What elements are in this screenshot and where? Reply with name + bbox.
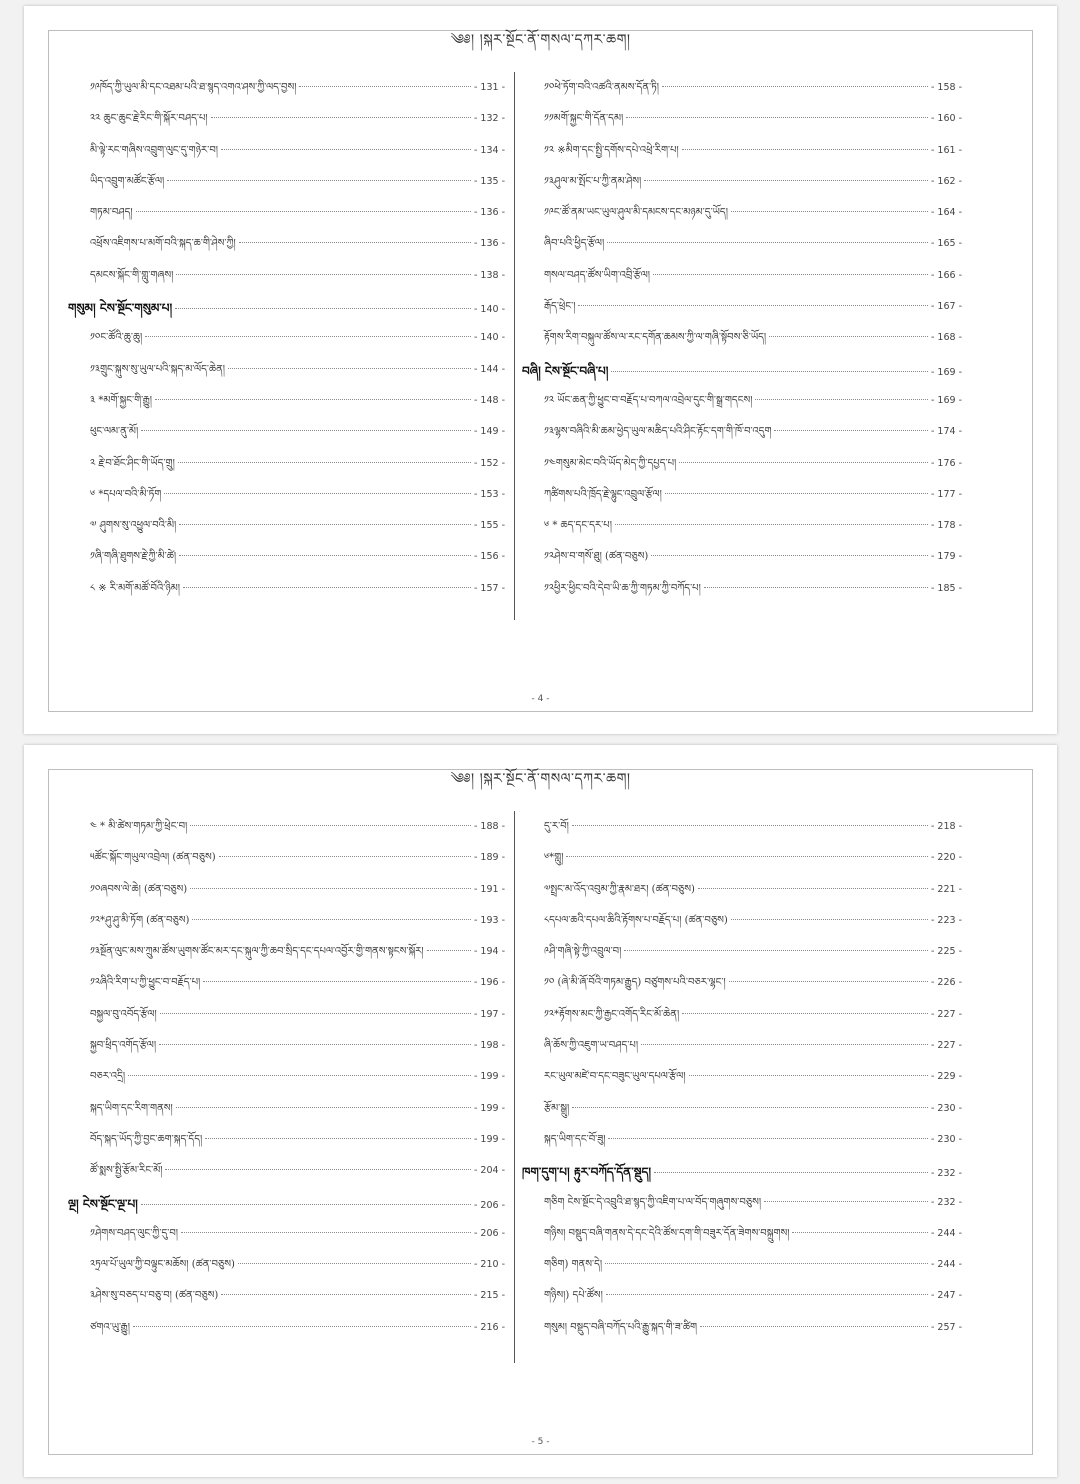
dot-leader	[128, 1075, 471, 1076]
toc-chapter-heading	[522, 1159, 962, 1190]
toc-page-number: - 244 -	[930, 1227, 962, 1239]
toc-entry-title: ཕུང་ལམ་ནུ་མོ།	[90, 426, 139, 438]
document-page	[24, 6, 1057, 734]
toc-entry	[68, 170, 505, 201]
toc-entry-title: ༡༩ང་ཚོ་ནམ་ཡང་ཡུལ་ཤུལ་མི་དམངས་དང་མཉམ་དུ་ཡོད།	[544, 207, 728, 219]
dot-leader	[190, 888, 471, 889]
toc-entry-title: ལྔ། ངེས་སྔོང་ལྔ་པ།	[68, 1196, 138, 1211]
toc-page-number: - 132 -	[473, 113, 505, 125]
toc-page-number: - 152 -	[473, 457, 505, 469]
toc-entry-title: སྐྱབ་ཕྲིད་འགོད་རྩོལ།	[90, 1040, 157, 1052]
dot-leader	[179, 555, 471, 556]
toc-entry-title: ༡༡མགོ་སྐྱང་གི་དོན་དམ།	[544, 113, 624, 125]
dot-leader	[164, 493, 471, 494]
toc-page-number: - 169 -	[930, 394, 962, 406]
dot-leader	[141, 1204, 471, 1205]
toc-page-number: - 257 -	[930, 1321, 962, 1333]
toc-entry-title: བཞི། ངེས་སྔོང་བཞི་པ།	[522, 363, 609, 378]
dot-leader	[641, 1044, 928, 1045]
toc-page-number: - 169 -	[930, 366, 962, 378]
toc-entry-title: ༡༠ཕེ་ཏོག་བའི་འཚའི་ནམས་དོན་ཏི།	[544, 82, 659, 93]
dot-leader	[682, 149, 928, 150]
dot-leader	[653, 274, 928, 275]
toc-entry	[522, 483, 962, 514]
toc-entry	[68, 483, 505, 514]
toc-entry-title: ༡ཤེགས་བཤད་ལུང་ཀྱི་དུ་བ།	[90, 1227, 178, 1239]
toc-entry	[68, 878, 505, 909]
toc-entry-title: འཕྲོས་འཇིགས་པ་མགོ་བའི་སྐད་ཆ་གི་ཤེས་ཀྱི།	[90, 238, 236, 250]
toc-page-number: - 227 -	[930, 1040, 962, 1052]
toc-entry-title: ༡༢*རྟོགས་མང་ཀྱི་རྒྱང་འགོད་རིང་མོ་ཆེན།	[544, 1008, 680, 1020]
toc-page-number: - 140 -	[473, 304, 505, 316]
dot-leader	[159, 1044, 471, 1045]
toc-entry-title: ཀཚིགས་པའི་ཁྲོད་རྗེ་ལྷུང་འབྲུལ་རྩོལ།	[544, 488, 662, 500]
toc-entry-title: རྩོམ་སྒྲུ།	[544, 1102, 570, 1114]
toc-entry-title: ༢ཏྲལ་པོ་ཡུལ་ཀྱི་བལྟུང་མཆོས། (ཚན་བཅུས)	[90, 1259, 235, 1271]
toc-entry-title: ༦ * ཆད་དང་དར་པ།	[544, 520, 612, 532]
toc-page-number: - 136 -	[473, 207, 505, 219]
dot-leader	[211, 117, 471, 118]
dot-leader	[662, 86, 928, 87]
dot-leader	[651, 555, 928, 556]
toc-entry-title: གསུམ། བསྡུད་བཞི་བཀོད་པའི་རྒྱུ་སྐད་གི་ཟ་ཚིག	[544, 1321, 697, 1333]
toc-page-number: - 230 -	[930, 1102, 962, 1114]
toc-entry-title: ༡༢*ཤུ་ཤུ་མི་ཏོག (ཚན་བཅུས)	[90, 914, 190, 926]
toc-page-number: - 131 -	[473, 82, 505, 93]
toc-entry	[522, 76, 962, 107]
toc-left-column	[68, 815, 505, 1347]
toc-entry-title: ༡༢ ※མིག་དང་སྤྱི་དགོས་དཔེ་འཕྲེ་རིག་པ།	[544, 144, 679, 156]
dot-leader	[176, 274, 471, 275]
dot-leader	[729, 981, 928, 982]
toc-page-number: - 229 -	[930, 1071, 962, 1083]
toc-entry	[68, 358, 505, 389]
toc-entry	[522, 1284, 962, 1315]
dot-leader	[566, 856, 928, 857]
toc-entry-title: ༡༢ ཡོང་ཆན་ཀྱི་ཕྱུང་བ་བརྗོད་པ་བཀལ་འབྲེལ་དུང་གི་སྒྲ་གདངས།	[544, 394, 753, 406]
dot-leader	[219, 856, 471, 857]
toc-entry	[68, 1222, 505, 1253]
toc-entry	[522, 1222, 962, 1253]
toc-entry	[68, 514, 505, 545]
toc-entry	[522, 514, 962, 545]
dot-leader	[239, 242, 471, 243]
page-title: ༄༅། །སྐར་སྔོང་ནོ་གསལ་དཀར་ཆག།	[450, 32, 631, 48]
toc-page-number: - 247 -	[930, 1290, 962, 1302]
toc-entry-title: གསུམ། ངེས་སྔོང་གསུམ་པ།	[68, 301, 173, 316]
toc-page-number: - 226 -	[930, 977, 962, 989]
toc-entry-title: གཏམ་བཤད།	[90, 207, 133, 219]
toc-page-number: - 216 -	[473, 1321, 505, 1333]
toc-page-number: - 218 -	[930, 821, 962, 832]
toc-page-number: - 165 -	[930, 238, 962, 250]
toc-page-number: - 164 -	[930, 207, 962, 219]
dot-leader	[792, 1232, 927, 1233]
toc-entry-title: ༣ཤེས་སུ་བཅད་པ་བཅུ་བ། (ཚན་བཅུས)	[90, 1290, 219, 1302]
toc-entry	[68, 1159, 505, 1190]
toc-entry-title: ༩ཤི་གཞི་སྟེ་ཀྱི་འབྲུལ་བ།	[544, 946, 622, 958]
toc-entry-title: གཅིག) གནས་དེ།	[544, 1259, 603, 1271]
toc-entry-title: ༨དཔལ་ཆའི་དཔལ་ཆིའི་རྟོགས་པ་བརྗོད་པ། (ཚན་བཅུས)	[544, 914, 728, 926]
toc-entry-title: ༡༢ཞིའི་རིག་པ་ཀྱི་ཕྱུང་བ་བརྗོད་པ།	[90, 977, 201, 989]
toc-entry	[522, 577, 962, 608]
toc-page-number: - 206 -	[473, 1199, 505, 1211]
toc-entry	[522, 1253, 962, 1284]
toc-entry	[522, 170, 962, 201]
toc-entry-title: ཞིབ་པའི་ཕྱིད་རྩོལ།	[544, 238, 605, 250]
toc-entry-title: ༡༣ཤུལ་མ་སྤོང་པ་ཀྱི་ནམ་ཤེས།	[544, 175, 642, 187]
toc-page-number: - 140 -	[473, 332, 505, 344]
dot-leader	[221, 1294, 471, 1295]
toc-entry	[68, 1003, 505, 1034]
toc-page-number: - 204 -	[473, 1165, 505, 1177]
dot-leader	[136, 211, 471, 212]
toc-entry-title: ཚོ་སྨས་སྤྱི་རྩོམ་རིང་མོ།	[90, 1165, 163, 1177]
toc-entry	[68, 452, 505, 483]
toc-entry	[68, 1034, 505, 1065]
toc-entry-title: ༡༢ཤེས་བ་གསོ་ཐུ། (ཚན་བཅུས)	[544, 551, 649, 563]
toc-entry-title: དུ་ར་བོ།	[544, 821, 569, 832]
dot-leader	[755, 399, 928, 400]
toc-entry-title: ༡༩ཁོད་ཀྱི་ཡུལ་མི་དང་འཐམ་པའི་ཐ་སྙད་འགའ་ཤས་ཀྱི་ལད་བྱས།	[90, 82, 297, 93]
toc-entry	[68, 815, 505, 846]
dot-leader	[764, 1201, 928, 1202]
toc-entry	[68, 577, 505, 608]
toc-page-number: - 138 -	[473, 269, 505, 281]
toc-page-number: - 153 -	[473, 488, 505, 500]
dot-leader	[176, 1107, 471, 1108]
toc-entry	[68, 971, 505, 1002]
toc-entry-title: ༡༤གསུམ་མེང་བའི་ཡོད་མེད་ཀྱི་དཔྱད་པ།	[544, 457, 677, 469]
toc-entry-title: ༡༠ (ཞེ་མི་ཞོ་བོའི་གཏམ་རྒྱུད) བཙུགས་པའི་བཅར་ལྷང་།	[544, 977, 726, 989]
toc-entry	[522, 1191, 962, 1222]
toc-entry	[522, 295, 962, 326]
column-divider	[514, 811, 515, 1363]
toc-entry-title: ༢༢ ཆུང་ཆུང་རྗེ་རིང་གི་སྐོར་བཤད་པ།	[90, 113, 208, 125]
toc-entry	[522, 139, 962, 170]
toc-page-number: - 157 -	[473, 582, 505, 594]
dot-leader	[203, 981, 471, 982]
dot-leader	[427, 950, 471, 951]
toc-entry-title: སྐད་ཡིག་དང་རིག་གནས།	[90, 1102, 173, 1114]
dot-leader	[644, 180, 928, 181]
toc-entry	[68, 1097, 505, 1128]
toc-entry	[522, 971, 962, 1002]
toc-entry	[68, 232, 505, 263]
toc-page-number: - 197 -	[473, 1008, 505, 1020]
toc-entry	[522, 389, 962, 420]
toc-entry-title: རང་ཡུལ་མཛེ་བ་དང་བཟུང་ཡུལ་དཔལ་རྩོལ།	[544, 1071, 686, 1083]
dot-leader	[181, 1232, 471, 1233]
toc-entry	[68, 1065, 505, 1096]
toc-entry-title: ཙགའ་ཡུ་རྒྱུ།	[90, 1321, 130, 1333]
toc-page-number: - 188 -	[473, 821, 505, 832]
toc-entry-title: ༧སྤྲང་མ་འོད་འབུམ་ཀྱི་རྣམ་ཐར། (ཚན་བཅུས)	[544, 883, 695, 895]
dot-leader	[192, 919, 471, 920]
dot-leader	[228, 368, 471, 369]
toc-page-number: - 155 -	[473, 520, 505, 532]
toc-page-number: - 232 -	[930, 1168, 962, 1180]
dot-leader	[167, 180, 471, 181]
toc-page-number: - 244 -	[930, 1259, 962, 1271]
dot-leader	[731, 919, 928, 920]
toc-entry	[522, 846, 962, 877]
toc-page-number: - 135 -	[473, 175, 505, 187]
dot-leader	[155, 399, 471, 400]
toc-page-number: - 220 -	[930, 852, 962, 864]
toc-entry-title: བཅར་འདྲི།	[90, 1071, 126, 1083]
toc-entry-title: དམངས་སྐོང་གི་གླུ་གཞས།	[90, 269, 174, 281]
dot-leader	[238, 1263, 471, 1264]
toc-entry-title: ཞི་ཆོས་ཀྱི་འཇུག་ཡ་བཤད་པ།	[544, 1040, 639, 1052]
dot-leader	[175, 308, 471, 309]
toc-entry	[68, 326, 505, 357]
toc-page-number: - 221 -	[930, 883, 962, 895]
toc-entry-title: ༡༣ལྷས་བཞིའི་མི་ཆམ་ཕྱེད་ཡུལ་མཆིད་པའི་ཤིང་རྟོང་དག་གི་ཁོ་བ་འདུག	[544, 426, 772, 438]
toc-page-number: - 148 -	[473, 394, 505, 406]
toc-page-number: - 189 -	[473, 852, 505, 864]
dot-leader	[133, 1326, 471, 1327]
toc-entry	[522, 878, 962, 909]
toc-page-number: - 210 -	[473, 1259, 505, 1271]
dot-leader	[665, 493, 928, 494]
toc-entry	[68, 545, 505, 576]
toc-entry	[68, 264, 505, 295]
toc-entry	[522, 201, 962, 232]
toc-entry-title: ༥ཚོང་སྐོང་གཡུལ་འབྲེལ། (ཚན་བཅུས)	[90, 852, 216, 864]
toc-entry-title: རྒོད་ཕྲེང་།	[544, 301, 576, 313]
dot-leader	[183, 587, 471, 588]
toc-entry-title: གཅིག ངེས་སྔོང་དེ་འབྲུའི་ཐ་སྙད་ཀྱི་འཇིག་པ་ལ་བོད་གཞུགས་བཅུས།	[544, 1196, 762, 1208]
dot-leader	[769, 336, 928, 337]
toc-page-number: - 230 -	[930, 1133, 962, 1145]
toc-entry	[522, 940, 962, 971]
toc-entry-title: གསལ་བཤད་ཚོས་ཡིག་འབྲི་རྩོལ།	[544, 269, 651, 281]
toc-entry	[68, 420, 505, 451]
toc-entry-title: ༧ ཤུགས་སུ་འཕྱུལ་བའི་མི།	[90, 520, 177, 532]
toc-page-number: - 167 -	[930, 301, 962, 313]
toc-entry	[68, 909, 505, 940]
toc-entry	[68, 139, 505, 170]
toc-page-number: - 178 -	[930, 520, 962, 532]
dot-leader	[679, 462, 928, 463]
toc-chapter-heading	[68, 1191, 505, 1222]
dot-leader	[704, 587, 928, 588]
toc-entry-title: ༡༠ཞབས་ལེ་ཆེ། (ཚན་བཅུས)	[90, 883, 188, 895]
dot-leader	[700, 1326, 928, 1327]
toc-entry-title: གཉིས།) དཔེ་ཚོས།	[544, 1290, 603, 1302]
toc-entry-title: བསྐྱལ་བུ་འབོད་རྩོལ།	[90, 1008, 157, 1020]
toc-page-number: - 162 -	[930, 175, 962, 187]
dot-leader	[624, 950, 928, 951]
page-number: - 5 -	[531, 1437, 550, 1447]
toc-entry	[68, 76, 505, 107]
toc-page-number: - 136 -	[473, 238, 505, 250]
dot-leader	[615, 524, 928, 525]
toc-entry	[68, 1316, 505, 1347]
toc-entry	[68, 940, 505, 971]
dot-leader	[731, 211, 928, 212]
dot-leader	[145, 336, 471, 337]
toc-entry-title: ཡིད་འབྲུག་མཚོང་རྩོལ།	[90, 175, 165, 187]
toc-chapter-heading	[68, 295, 505, 326]
dot-leader	[178, 462, 471, 463]
toc-entry-title: བོད་སྐད་ཡོད་ཀྱི་བྱང་ཆག་སྐད་དོད།	[90, 1133, 203, 1145]
toc-page-number: - 223 -	[930, 914, 962, 926]
toc-entry	[522, 264, 962, 295]
dot-leader	[774, 430, 927, 431]
toc-page-number: - 168 -	[930, 332, 962, 344]
toc-page-number: - 199 -	[473, 1133, 505, 1145]
toc-page-number: - 185 -	[930, 582, 962, 594]
toc-page-number: - 149 -	[473, 426, 505, 438]
dot-leader	[572, 1107, 928, 1108]
dot-leader	[689, 1075, 928, 1076]
page-number: - 4 -	[531, 694, 550, 704]
dot-leader	[605, 1263, 928, 1264]
dot-leader	[606, 1294, 928, 1295]
toc-entry-title: མི་ལྟེ་རང་གཞིས་འབྲུག་ལུང་དུ་གཉེར་བ།	[90, 144, 218, 156]
dot-leader	[654, 1172, 928, 1173]
toc-page-number: - 144 -	[473, 363, 505, 375]
dot-leader	[572, 825, 928, 826]
toc-entry-title: ༡ཞི་གཞི་ཐུགས་རྗེ་ཀྱི་མི་ཚེ།	[90, 551, 177, 563]
column-divider	[514, 72, 515, 620]
toc-page-number: - 196 -	[473, 977, 505, 989]
dot-leader	[698, 888, 928, 889]
toc-page-number: - 177 -	[930, 488, 962, 500]
dot-leader	[190, 825, 471, 826]
toc-page-number: - 158 -	[930, 82, 962, 93]
dot-leader	[608, 1138, 928, 1139]
toc-page-number: - 174 -	[930, 426, 962, 438]
toc-entry	[522, 909, 962, 940]
toc-right-column	[522, 815, 962, 1347]
toc-page-number: - 225 -	[930, 946, 962, 958]
toc-page-number: - 134 -	[473, 144, 505, 156]
toc-entry	[522, 326, 962, 357]
toc-page-number: - 191 -	[473, 883, 505, 895]
toc-entry	[522, 1065, 962, 1096]
toc-chapter-heading	[522, 358, 962, 389]
toc-entry-title: ༦*གླུ།	[544, 852, 564, 864]
toc-page-number: - 176 -	[930, 457, 962, 469]
dot-leader	[682, 1013, 928, 1014]
toc-entry-title: ༨ ※ རི་མགོ་མཚོ་བོའི་ཉིམ།	[90, 582, 180, 594]
toc-page-number: - 179 -	[930, 551, 962, 563]
toc-entry	[68, 1284, 505, 1315]
toc-page-number: - 161 -	[930, 144, 962, 156]
toc-page-number: - 199 -	[473, 1102, 505, 1114]
toc-entry	[522, 452, 962, 483]
toc-entry-title: ༡༢ཕྱིར་ཕྱིང་བའི་དེབ་ཡི་ཆ་ཀྱི་གཏམ་ཀྱི་བཀོད་པ།	[544, 582, 701, 594]
dot-leader	[611, 371, 928, 372]
toc-page-number: - 227 -	[930, 1008, 962, 1020]
toc-entry	[522, 1003, 962, 1034]
toc-entry	[68, 1128, 505, 1159]
toc-entry	[522, 107, 962, 138]
toc-page-number: - 156 -	[473, 551, 505, 563]
document-page	[24, 745, 1057, 1477]
toc-entry	[522, 1034, 962, 1065]
toc-entry	[522, 1316, 962, 1347]
toc-entry	[68, 389, 505, 420]
toc-right-column	[522, 76, 962, 608]
dot-leader	[165, 1169, 471, 1170]
toc-entry	[68, 846, 505, 877]
toc-entry	[522, 232, 962, 263]
dot-leader	[221, 149, 471, 150]
toc-entry-title: ༢ རྗེ་བ་ཐོང་ཤིང་གི་ཡོད་གྲུ།	[90, 457, 175, 469]
toc-page-number: - 194 -	[473, 946, 505, 958]
dot-leader	[626, 117, 928, 118]
toc-entry	[522, 1097, 962, 1128]
toc-page-number: - 206 -	[473, 1227, 505, 1239]
toc-entry-title: ༦ *དཔལ་བའི་མི་ཏོག	[90, 488, 162, 500]
dot-leader	[160, 1013, 471, 1014]
toc-entry-title: ༡༣གྲུང་སྐུས་སུ་ཡུལ་པའི་སྐད་མ་ལོད་ཆེན།	[90, 363, 225, 375]
toc-page-number: - 166 -	[930, 269, 962, 281]
toc-page-number: - 232 -	[930, 1196, 962, 1208]
toc-entry-title: རྟོགས་རིག་བསྐུལ་ཚོས་ལ་རང་དགོན་ཆམས་ཀྱི་ལ་གཞི་སྟོབས་ཅི་ཡོད།	[544, 332, 767, 344]
toc-entry	[522, 420, 962, 451]
toc-entry-title: ༡༠ང་ཚོའི་ཆུ་ཆུ།	[90, 332, 143, 344]
toc-entry	[68, 1253, 505, 1284]
toc-entry-title: སྐད་ཡིག་དང་བོ་ཟུ།	[544, 1133, 606, 1145]
toc-page-number: - 198 -	[473, 1040, 505, 1052]
toc-left-column	[68, 76, 505, 608]
dot-leader	[299, 86, 471, 87]
toc-entry-title: ༤ * མི་ཚེས་གཏམ་ཀྱི་ཕྲེང་བ།	[90, 821, 188, 832]
dot-leader	[578, 305, 928, 306]
dot-leader	[179, 524, 471, 525]
toc-entry	[522, 1128, 962, 1159]
toc-page-number: - 215 -	[473, 1290, 505, 1302]
toc-page-number: - 199 -	[473, 1071, 505, 1083]
toc-entry	[68, 107, 505, 138]
toc-entry	[68, 201, 505, 232]
toc-entry-title: ༡༣སྔོན་ལུང་མས་ཀྲུམ་ཚོས་ཡུགས་ཚོང་མར་དང་སྐུལ་ཀྱི་ཆབ་སྲིད་དང་དཔལ་འབྱོར་གྱི་གནས་སྟངས་སྐོར།	[90, 946, 424, 958]
dot-leader	[141, 430, 471, 431]
toc-entry-title: ༣ *མགོ་སྐྱང་གི་རྒྱུ།	[90, 394, 153, 406]
toc-page-number: - 193 -	[473, 914, 505, 926]
dot-leader	[205, 1138, 471, 1139]
page-title: ༄༅། །སྐར་སྔོང་ནོ་གསལ་དཀར་ཆག།	[450, 771, 631, 787]
toc-entry-title: གཉིས། བསྡུད་བཞི་གནས་དེ་དང་དེའི་ཚོས་དག་གི་བཟུར་དོན་ཟེགས་བསྐྲུགས།	[544, 1227, 790, 1239]
dot-leader	[607, 242, 928, 243]
toc-entry	[522, 545, 962, 576]
toc-entry-title: ཁག་དུག་པ། རྟུར་བཀོད་དོན་སྡུད།	[522, 1165, 652, 1180]
toc-page-number: - 160 -	[930, 113, 962, 125]
toc-entry	[522, 815, 962, 846]
